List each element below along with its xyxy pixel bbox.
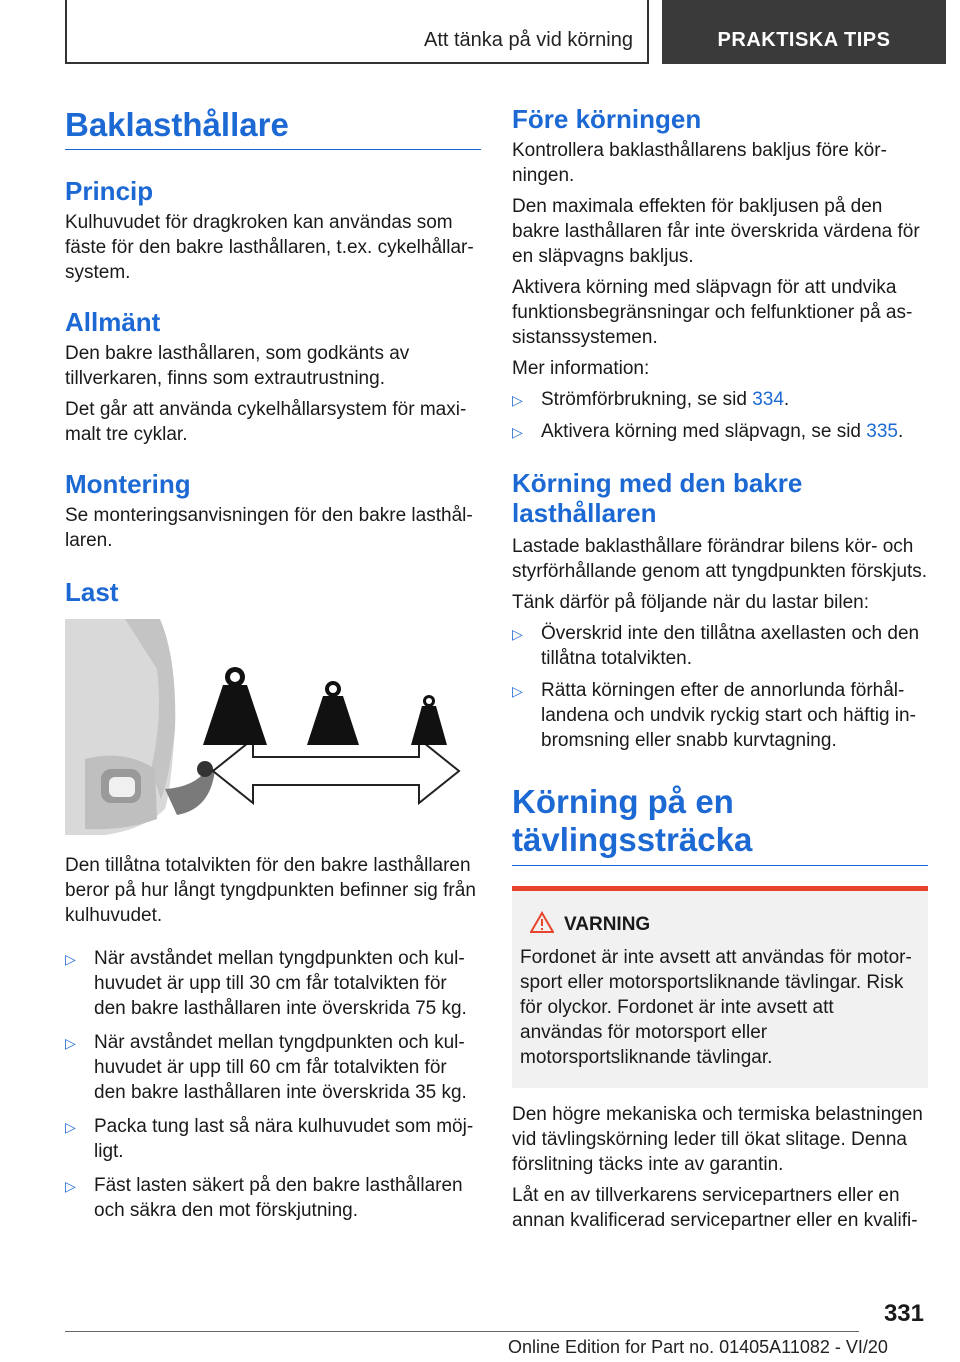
- page-title: Baklasthållare: [65, 106, 289, 143]
- fore-text-3: Aktivera körning med släpvagn för att undvika funktionsbegränsningar och felfunktioner på assistanssystemen.: [512, 277, 913, 348]
- list-item: [65, 1173, 481, 1223]
- footer-edition: Online Edition for Part no. 01405A11082 - VI/20: [508, 1337, 888, 1357]
- load-figure-illustration: [65, 619, 481, 835]
- triangle-bullet-icon: ▷: [65, 1178, 76, 1194]
- heading-tavlingsstracka: Körning på en tävlingssträcka: [512, 783, 753, 858]
- warning-heading: [520, 911, 920, 937]
- allmant-text-2: Det går att använda cykelhållarsystem för maximalt tre cyklar.: [65, 399, 467, 445]
- list-item: [65, 1114, 481, 1164]
- triangle-bullet-icon: ▷: [65, 1035, 76, 1051]
- right-column: [512, 100, 928, 1233]
- tavling-rule: [512, 865, 928, 866]
- header-section-box: [65, 0, 649, 64]
- triangle-bullet-icon: ▷: [512, 392, 523, 408]
- heading-montering: Montering: [65, 469, 191, 499]
- header-chapter-title: PRAKTISKA TIPS: [717, 29, 891, 51]
- fore-text-1: Kontrollera baklasthållarens bakljus före körningen.: [512, 140, 887, 186]
- header-section-title: Att tänka på vid körning: [423, 29, 633, 51]
- korning-list: [512, 621, 928, 753]
- list-item: [512, 678, 928, 753]
- list-item-text: Rätta körningen efter de annorlunda förhållandena och undvik ryckig start och häftig inbromsning eller snabb kurvtagning.: [541, 680, 916, 751]
- korning-text-2: Tänk därför på följande när du lastar bilen:: [512, 592, 869, 613]
- info-list: [512, 387, 928, 444]
- warning-triangle-icon: [530, 911, 554, 933]
- figure-caption: Den tillåtna totalvikten för den bakre lasthållaren beror på hur långt tyngdpunkten befinner sig från kulhuvudet.: [65, 855, 476, 926]
- warning-box: [512, 886, 928, 1088]
- list-item: [512, 621, 928, 671]
- montering-text: Se monteringsanvisningen för den bakre lasthållaren.: [65, 505, 473, 551]
- page-link-335[interactable]: 335: [866, 421, 898, 442]
- list-item: [65, 946, 481, 1021]
- page-number: 331: [883, 1300, 924, 1327]
- warning-title: VARNING: [564, 914, 651, 935]
- list-item-text: Fäst lasten säkert på den bakre lasthållaren och säkra den mot förskjutning.: [94, 1175, 463, 1221]
- warning-text: Fordonet är inte avsett att användas för motorsport eller motorsportsliknande tävlingar. Risk för olyckor. Fordonet är inte avsett att användas för motorsport eller motorsportsliknande tävlingar.: [520, 947, 912, 1068]
- triangle-bullet-icon: ▷: [65, 951, 76, 967]
- list-item-period: .: [897, 421, 904, 442]
- list-item-text: Aktivera körning med släpvagn, se sid: [541, 421, 867, 442]
- fore-text-2: Den maximala effekten för bakljusen på den bakre lasthållaren får inte överskrida värdena för en släpvagns bakljus.: [512, 196, 920, 267]
- heading-princip: Princip: [65, 176, 154, 206]
- triangle-bullet-icon: ▷: [512, 683, 523, 699]
- load-bullet-list: [65, 946, 481, 1223]
- list-item-text: När avståndet mellan tyngdpunkten och kulhuvudet är upp till 60 cm får totalvikten för den bakre lasthållaren inte överskrida 35 kg.: [94, 1032, 467, 1103]
- list-item: [65, 1030, 481, 1105]
- page-link-334[interactable]: 334: [752, 389, 784, 410]
- heading-last: Last: [65, 577, 119, 607]
- list-item-period: .: [783, 389, 790, 410]
- triangle-bullet-icon: ▷: [65, 1119, 76, 1135]
- korning-text-1: Lastade baklasthållare förändrar bilens kör- och styrförhållande genom att tyngdpunkten förskjuts.: [512, 536, 928, 582]
- triangle-bullet-icon: ▷: [512, 626, 523, 642]
- list-item-text: Strömförbrukning, se sid: [541, 389, 753, 410]
- list-item-text: När avståndet mellan tyngdpunkten och kulhuvudet är upp till 30 cm får totalvikten för den bakre lasthållaren inte överskrida 75 kg.: [94, 948, 467, 1019]
- title-rule: [65, 149, 481, 150]
- header-chapter-tab[interactable]: [662, 0, 946, 64]
- list-item: [512, 387, 928, 412]
- load-distribution-figure: [65, 619, 481, 835]
- heading-fore-korningen: Före körningen: [512, 104, 702, 134]
- tavling-text-1: Den högre mekaniska och termiska belastningen vid tävlingskörning leder till ökat slitage. Denna förslitning täcks inte av garantin.: [512, 1104, 923, 1175]
- princip-text: Kulhuvudet för dragkroken kan användas som fäste för den bakre lasthållaren, t.ex. cykelhållarsystem.: [65, 212, 474, 283]
- fore-text-4: Mer information:: [512, 358, 650, 379]
- heading-allmant: Allmänt: [65, 307, 161, 337]
- left-column: [65, 100, 481, 1223]
- list-item-text: Överskrid inte den tillåtna axellasten och den tillåtna totalvikten.: [541, 623, 920, 669]
- footer-rule: [65, 1331, 859, 1332]
- triangle-bullet-icon: ▷: [512, 424, 523, 440]
- list-item-text: Packa tung last så nära kulhuvudet som möjligt.: [94, 1116, 474, 1162]
- list-item: [512, 419, 928, 444]
- allmant-text-1: Den bakre lasthållaren, som godkänts av tillverkaren, finns som extrautrustning.: [65, 343, 410, 389]
- tavling-text-2: Låt en av tillverkarens servicepartners eller en annan kvalificerad servicepartner eller en kvalifi-: [512, 1185, 918, 1231]
- heading-korning-bakre: Körning med den bakre lasthållaren: [512, 468, 803, 528]
